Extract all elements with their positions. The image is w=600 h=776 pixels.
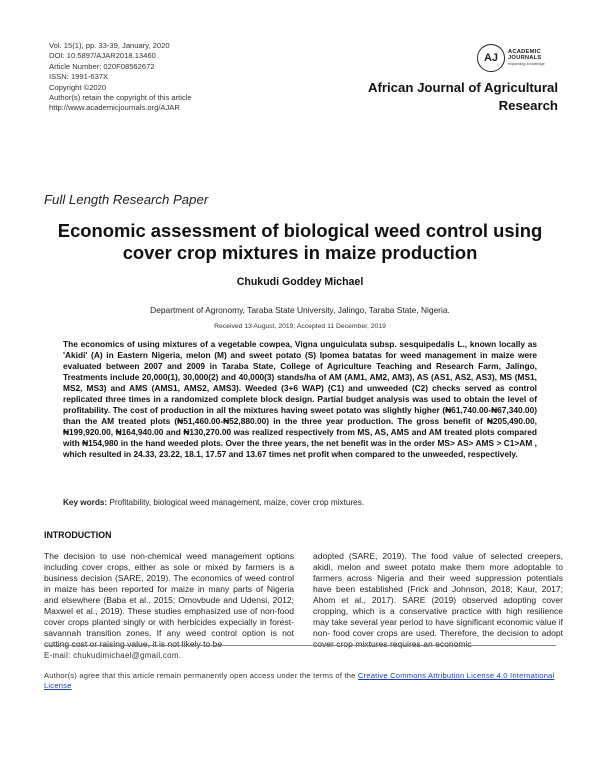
logo-name-line2: JOURNALS xyxy=(508,55,542,62)
abstract: The economics of using mixtures of a vegetable cowpea, Vigna unguiculata subsp. sesquipedalis L., known locally as 'Akidi' (A) in Eastern Nigeria, melon (M) and sweet potato (S) Ipomea batatas for weed management in maize were evaluated between 2007 and 2009 in Taraba State, College of Agriculture Teaching and Research Farm, Jalingo, Treatments include 20,000(1), 30,000(2) and 40,000(3) stands/ha of AM (AM1, AM2, AM3), AS (AS1, AS2, AS3), MS (MS1, MS2, MS3) and AMS (AMS1, AMS2, AMS3). Weeded (3+6 WAP) (C1) and unweeded (C2) checks served as control replicated three times in a randomized complete block design. Partial budget analysis was used to obtain the level of profitability. The cost of production in all the mixtures having sweet potato was slightly higher (₦61,740.00-₦67,340.00) than the AM treated plots (₦51,460.00-₦52,880.00) in the three year production. The gross benefit of ₦205,490.00, ₦199,920.00, ₦164,940.00 and ₦130,270.00 was realized respectively from MS, AS, AMS and AM treated plots compared with ₦154,980 in the hand weeded plots. Over the three years, the net benefit was in the order MS> AS> AMS > C1>AM , which resulted in 24.33, 23.22, 18.1, 17.57 and 13.67 times net profit when compared to the unweeded, respectively. xyxy=(63,339,537,459)
license-statement xyxy=(44,671,556,692)
keywords-label: Key words: xyxy=(63,498,108,507)
license-link[interactable]: Creative Commons Attribution License 4.0 International License xyxy=(44,671,555,691)
section-heading-introduction: INTRODUCTION xyxy=(44,530,112,540)
article-number: Article Number: 020F08562672 xyxy=(49,61,155,71)
introduction-column-right: adopted (SARE, 2019). The food value of selected creepers, akidi, melon and sweet potato make them more adoptable to farmers across Nigeria and their weed suppression potentials have been established (Frick and Johnson, 2018; Kaur, 2017; Ahom et al., 2017). SARE (2019) observed adopting cover cropping, which is a conservative practice with high resilience may take several year period to have significant economic value if non- food cover crops are used. Therefore, the decision to adopt cover crop mixtures requires an economic xyxy=(313,551,563,649)
paper-title: Economic assessment of biological weed control using cover crop mixtures in maize production xyxy=(57,220,543,263)
article-metadata xyxy=(49,41,192,114)
article-type: Full Length Research Paper xyxy=(44,192,209,207)
keywords-text: Profitability, biological weed management, maize, cover crop mixtures. xyxy=(107,498,365,507)
logo-name-line1: ACADEMIC xyxy=(508,49,541,55)
journal-url[interactable]: http://www.academicjournals.org/AJAR xyxy=(49,103,180,113)
author-affiliation: Department of Agronomy, Taraba State University, Jalingo, Taraba State, Nigeria. xyxy=(150,305,450,315)
issn: ISSN: 1991-637X xyxy=(49,72,109,82)
corresponding-email[interactable]: E-mail: chukudimichael@gmail.com. xyxy=(44,651,182,660)
license-prefix: Author(s) agree that this article remain permanently open access under the terms of the xyxy=(44,671,358,680)
received-accepted-dates: Received 13 August, 2019; Accepted 11 December, 2019 xyxy=(214,323,386,330)
copyright: Copyright ©2020 xyxy=(49,82,107,92)
keywords xyxy=(63,498,537,507)
introduction-column-left: The decision to use non-chemical weed management options including cover crops, either as sole or mixed by farmers is a business decision (SARE, 2019). The economics of weed control in maize has been reported for maize in many parts of Nigeria and elsewhere (Baba et al., 2015; Omovbude and Udensi, 2012; Maxwel et al., 2019). These studies emphasized use of non-food cover crops planted singly or with herbicides expecially in forest-savannah transition zones. If any weed control option is not cutting cost or raising value, it is not likely to be xyxy=(44,551,294,649)
journal-name xyxy=(358,79,558,115)
logo-tagline: expanding knowledge xyxy=(508,62,545,66)
logo-name xyxy=(508,49,542,62)
journal-name-line2: Research xyxy=(498,98,558,113)
publisher-logo xyxy=(477,44,567,76)
journal-name-line1: African Journal of Agricultural xyxy=(367,80,558,95)
rights-statement: Author(s) retain the copyright of this article xyxy=(49,93,192,103)
doi: DOI: 10.5897/AJAR2018.13460 xyxy=(49,51,156,61)
author-name: Chukudi Goddey Michael xyxy=(236,276,364,288)
logo-mark: AJ xyxy=(477,44,505,72)
volume-info: Vol. 15(1), pp. 33-39, January, 2020 xyxy=(49,41,170,50)
footnote-divider xyxy=(44,645,556,646)
